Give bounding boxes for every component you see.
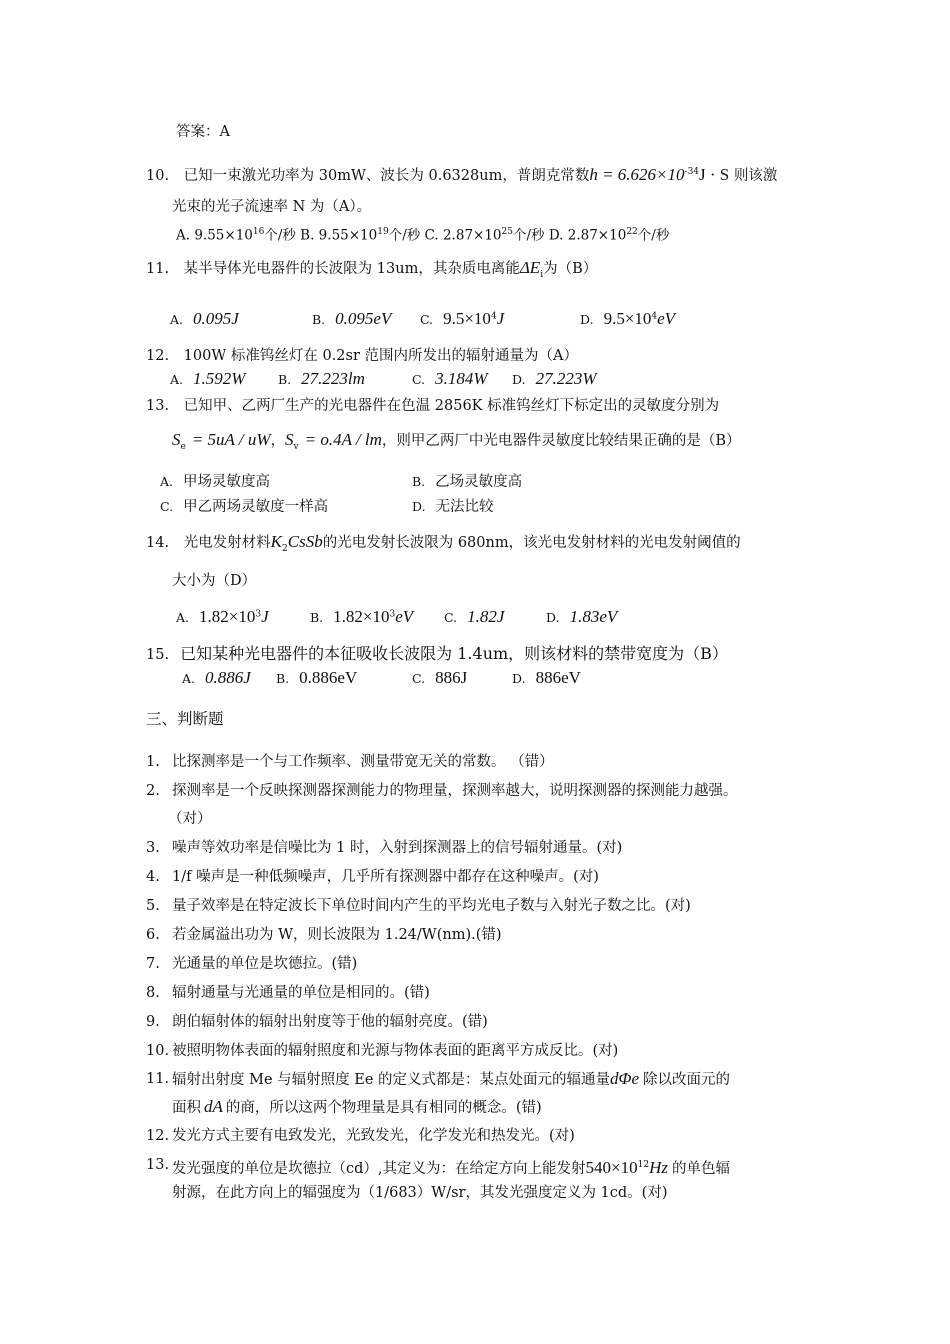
option-letter: B.: [312, 312, 326, 327]
option-letter: C.: [412, 372, 426, 387]
item-number: 7.: [146, 956, 160, 972]
question-text-cont: ，则甲乙两厂中光电器件灵敏度比较结果正确的是（B）: [381, 433, 741, 449]
item-number: 8.: [146, 985, 160, 1001]
item-number: 3.: [146, 840, 160, 856]
option-a: [176, 607, 269, 627]
frequency-unit: Hz: [649, 1157, 668, 1177]
item-text: 1/f 噪声是一种低频噪声，几乎所有探测器中都存在这种噪声。(对): [172, 869, 599, 885]
item-number: 13.: [146, 1157, 170, 1173]
option-letter: A.: [170, 312, 184, 327]
option-value: 1.82×10: [199, 607, 256, 626]
option-c: [160, 495, 328, 516]
question-text: 已知甲、乙两厂生产的光电器件在色温 2856K 标准钨丝灯下标定出的灵敏度分别为: [183, 398, 720, 414]
question-text-cont: 为（B）: [543, 261, 598, 277]
option-value: 9.5×10: [603, 309, 652, 328]
option-d: [512, 369, 596, 389]
option-exp: 4: [490, 311, 497, 322]
option-d: [412, 495, 494, 516]
item-number: 1.: [146, 754, 160, 770]
question-10-line2: 光束的光子流速率 N 为（A）。: [172, 199, 372, 215]
option-value: 0.886eV: [299, 668, 358, 687]
question-number: 15.: [146, 647, 170, 663]
option-value: 886eV: [535, 668, 581, 687]
option-a: [160, 470, 270, 491]
option-letter: D.: [512, 671, 526, 686]
option-letter: B.: [310, 610, 324, 625]
option-letter: D.: [412, 499, 426, 514]
option-letter: D.: [546, 610, 560, 625]
sensitivity-symbol-e: S: [172, 430, 181, 449]
option-d: 个/秒 D. 2.87×10: [512, 227, 627, 244]
option-d-unit: 个/秒: [637, 227, 670, 244]
option-c: [444, 607, 504, 627]
option-unit: J: [496, 309, 505, 328]
item-text: 辐射出射度 Me 与辐射照度 Ee 的定义式都是：某点处面元的辐通量: [172, 1072, 611, 1088]
option-letter: C.: [412, 671, 426, 686]
option-exp: 4: [651, 311, 658, 322]
item-number: 9.: [146, 1014, 160, 1030]
question-11: [146, 258, 597, 285]
option-unit: J: [261, 607, 269, 626]
option-c-exp: 25: [501, 227, 513, 237]
option-letter: C.: [444, 610, 458, 625]
option-b: [276, 668, 357, 688]
item-number: 2.: [146, 783, 160, 799]
judge-item-2-cont: （对）: [168, 811, 212, 827]
option-value: 886J: [435, 668, 468, 687]
option-value: 0.095J: [193, 309, 239, 328]
option-b: 个/秒 B. 9.55×10: [264, 227, 378, 244]
option-value: 0.095eV: [335, 309, 392, 328]
item-number: 10.: [146, 1043, 170, 1059]
option-a: [170, 309, 239, 329]
option-a: A. 9.55×10: [176, 227, 253, 244]
option-letter: B.: [276, 671, 290, 686]
option-unit: eV: [657, 309, 676, 328]
option-value: 乙场灵敏度高: [435, 474, 523, 490]
item-text: 量子效率是在特定波长下单位时间内产生的平均光电子数与入射光子数之比。(对): [172, 898, 691, 914]
question-10: [146, 162, 777, 186]
question-15: [146, 644, 728, 665]
option-letter: B.: [278, 372, 292, 387]
question-13-line2: [172, 430, 741, 457]
question-number: 13.: [146, 398, 170, 414]
sensitivity-symbol-v: S: [285, 430, 294, 449]
option-b: [310, 607, 413, 627]
option-value: 1.82J: [467, 607, 505, 626]
option-value: 甲场灵敏度高: [183, 474, 271, 490]
option-value: 27.223lm: [301, 369, 365, 388]
item-text: 被照明物体表面的辐射照度和光源与物体表面的距离平方成反比。(对): [172, 1043, 619, 1059]
ionization-energy-sub: i: [540, 269, 544, 280]
sensitivity-eq-e: = 5uA / uW: [191, 430, 271, 449]
option-value: 3.184W: [435, 369, 488, 388]
option-value: 1.83eV: [569, 607, 618, 626]
item-text-cont: 除以改面元的: [643, 1072, 731, 1088]
item-number: 5.: [146, 898, 160, 914]
option-b-exp: 19: [377, 227, 389, 237]
option-letter: B.: [412, 474, 426, 489]
judge-item-13-cont: 射源，在此方向上的辐强度为（1/683）W/sr，其发光强度定义为 1cd。(对): [172, 1185, 668, 1201]
item-text: 朗伯辐射体的辐射出射度等于他的辐射亮度。(错): [172, 1014, 488, 1030]
option-value: 9.5×10: [443, 309, 491, 328]
option-letter: C.: [420, 312, 434, 327]
question-text: 某半导体光电器件的长波限为 13um，其杂质电离能: [183, 261, 520, 277]
option-b: [312, 309, 391, 329]
ionization-energy-symbol: ΔE: [519, 258, 541, 277]
option-c: [412, 668, 467, 688]
material-symbol: K: [270, 532, 283, 551]
option-value: 1.82×10: [333, 607, 390, 626]
question-number: 10.: [146, 167, 170, 184]
option-c: [420, 309, 504, 329]
item-text: 发光方式主要有电致发光，光致发光，化学发光和热发光。(对): [172, 1128, 575, 1144]
option-a-exp: 16: [252, 227, 265, 237]
question-text: 光电发射材料: [183, 535, 271, 551]
material-sub: 2: [282, 543, 288, 554]
item-text: 探测率是一个反映探测器探测能力的物理量，探测率越大，说明探测器的探测能力越强。: [172, 783, 738, 799]
option-unit: eV: [395, 607, 414, 626]
item-text: 噪声等效功率是信噪比为 1 时，入射到探测器上的信号辐射通量。(对): [172, 840, 623, 856]
option-letter: A.: [176, 610, 190, 625]
frequency-value: 540×10: [585, 1157, 638, 1177]
option-letter: D.: [512, 372, 526, 387]
option-b: [412, 470, 522, 491]
item-text-cont: 的单色辐: [671, 1160, 730, 1177]
question-number: 11.: [146, 261, 170, 277]
option-letter: A.: [160, 474, 174, 489]
option-a: [170, 369, 245, 389]
answer-line: 答案：A: [176, 124, 230, 140]
item-number: 11.: [146, 1071, 170, 1087]
question-12: [146, 346, 578, 366]
option-a: [182, 668, 251, 688]
option-b: [278, 369, 365, 389]
option-d-exp: 22: [626, 227, 638, 237]
sensitivity-sub-v: v: [293, 441, 299, 452]
flux-symbol: dΦe: [610, 1069, 640, 1088]
planck-unit: J · S: [699, 164, 730, 184]
option-d: [512, 668, 581, 688]
option-value: 无法比较: [435, 499, 494, 515]
area-symbol: dA: [204, 1097, 223, 1116]
option-c: 个/秒 C. 2.87×10: [388, 227, 502, 244]
section-title: 三、判断题: [146, 710, 224, 728]
item-number: 12.: [146, 1128, 170, 1144]
option-d: [546, 607, 617, 627]
question-number: 14.: [146, 535, 170, 551]
planck-exponent: -34: [684, 167, 700, 177]
question-13: [146, 396, 719, 416]
question-10-options: [176, 222, 669, 246]
question-text-cont: 的光电发射长波限为 680nm，该光电发射材料的光电发射阈值的: [322, 535, 741, 551]
question-14-line2: 大小为（D）: [172, 573, 257, 589]
option-letter: A.: [182, 671, 196, 686]
comma: ，: [270, 433, 286, 449]
judge-item-11-cont: [172, 1097, 542, 1118]
question-text: 已知一束激光功率为 30mW、波长为 0.6328um，普朗克常数: [183, 167, 590, 184]
option-c: [412, 369, 488, 389]
option-d: [580, 309, 675, 329]
frequency-exp: 12: [637, 1160, 650, 1170]
sensitivity-eq-v: = o.4A / lm: [304, 430, 382, 449]
option-value: 27.223W: [535, 369, 597, 388]
option-value: 0.886J: [205, 668, 251, 687]
question-text: 已知某种光电器件的本征吸收长波限为 1.4um，则该材料的禁带宽度为（B）: [180, 644, 728, 663]
item-number: 6.: [146, 927, 160, 943]
item-text-cont: 的商，所以这两个物理量是具有相同的概念。(错): [225, 1100, 542, 1116]
sensitivity-sub-e: e: [180, 441, 186, 452]
option-letter: D.: [580, 312, 594, 327]
question-14: [146, 532, 741, 559]
item-text: 辐射通量与光通量的单位是相同的。(错): [172, 985, 430, 1001]
question-text-cont: 则该激: [733, 167, 778, 184]
planck-formula: h = 6.626×10: [589, 164, 685, 184]
item-text: 发光强度的单位是坎德拉（cd）,其定义为：在给定方向上能发射: [172, 1160, 586, 1177]
option-letter: A.: [170, 372, 184, 387]
option-exp: 3: [255, 609, 262, 620]
material-symbol-rest: CsSb: [287, 532, 323, 551]
item-text: 光通量的单位是坎德拉。(错): [172, 956, 358, 972]
item-text: 面积: [172, 1100, 201, 1116]
option-exp: 3: [389, 609, 396, 620]
question-number: 12.: [146, 348, 170, 364]
item-text: 比探测率是一个与工作频率、测量带宽无关的常数。 （错）: [172, 754, 554, 770]
question-text: 100W 标准钨丝灯在 0.2sr 范围内所发出的辐射通量为（A）: [183, 348, 578, 364]
item-number: 4.: [146, 869, 160, 885]
item-text: 若金属溢出功为 W，则长波限为 1.24/W(nm).(错): [172, 927, 502, 943]
option-value: 甲乙两场灵敏度一样高: [183, 499, 329, 515]
option-letter: C.: [160, 499, 174, 514]
option-value: 1.592W: [193, 369, 246, 388]
